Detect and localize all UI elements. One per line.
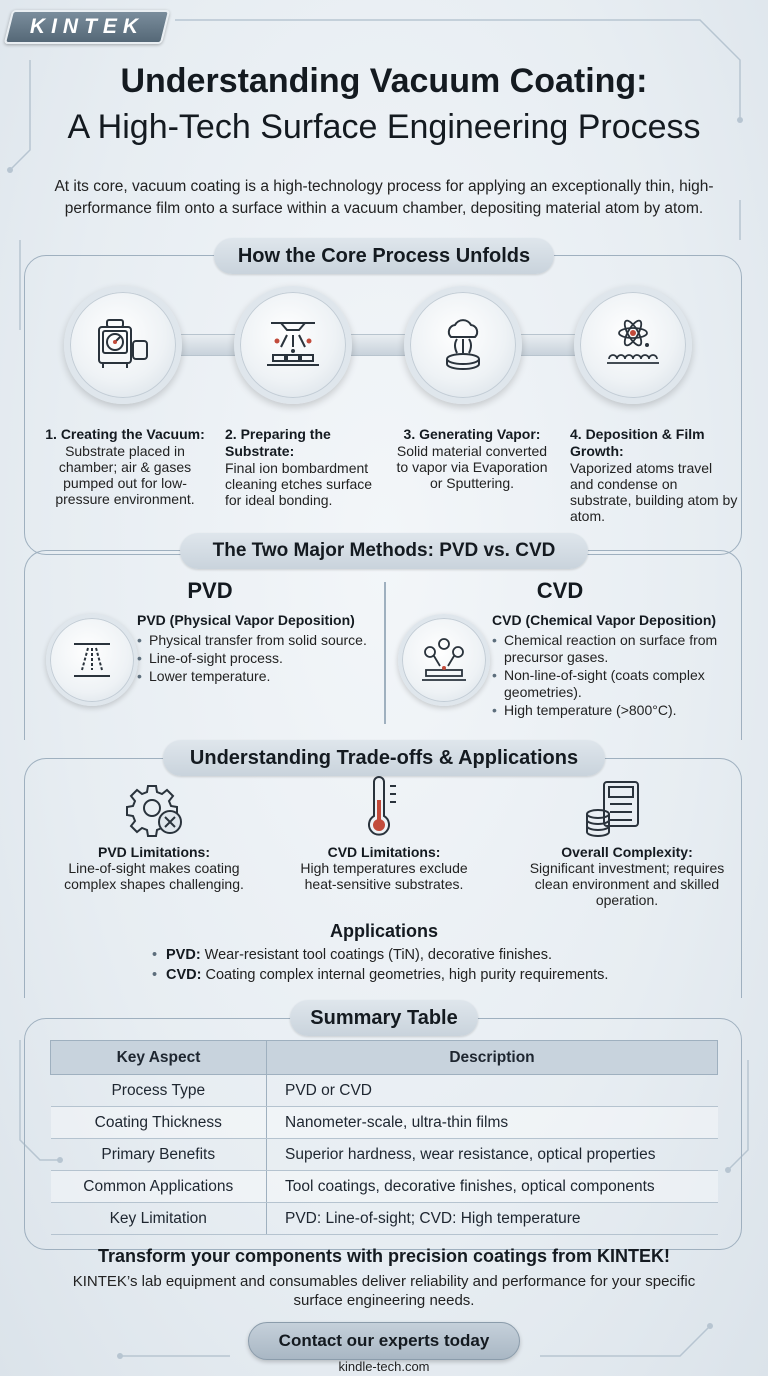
- cvd-limitations-title: CVD Limitations:: [327, 844, 441, 860]
- application-item: [152, 945, 672, 965]
- table-row: [51, 1171, 718, 1203]
- pvd-limitations-desc: Line-of-sight makes coating complex shapes challenging.: [64, 860, 244, 892]
- pvd-point: • Lower temperature.: [137, 668, 377, 685]
- table-cell-aspect: Coating Thickness: [51, 1107, 267, 1139]
- overall-complexity-title: Overall Complexity:: [561, 844, 693, 860]
- summary-table: [50, 1040, 718, 1235]
- step-4-circle: [574, 286, 692, 404]
- cvd-limitations: [288, 844, 480, 892]
- vapor-cloud-icon: [433, 315, 493, 375]
- cost-calculator-icon: [584, 778, 642, 840]
- logo-text: KINTEK: [29, 15, 145, 38]
- table-row: [51, 1075, 718, 1107]
- methods-divider: [384, 582, 386, 724]
- cvd-full-name: CVD (Chemical Vapor Deposition): [492, 612, 717, 628]
- tradeoffs-heading: Understanding Trade-offs & Applications: [163, 740, 605, 776]
- pvd-points: [137, 632, 377, 686]
- step-1-title: 1. Creating the Vacuum:: [45, 426, 205, 442]
- table-row: [51, 1139, 718, 1171]
- step-2-circle: [234, 286, 352, 404]
- summary-heading: Summary Table: [290, 1000, 478, 1036]
- page-title-line-2: A High-Tech Surface Engineering Process: [67, 108, 701, 146]
- cvd-point: • High temperature (>800°C).: [492, 702, 732, 719]
- applications-list: [152, 945, 672, 985]
- table-row: [51, 1107, 718, 1139]
- pvd-point: • Physical transfer from solid source.: [137, 632, 377, 649]
- step-3-text: [392, 426, 552, 491]
- cvd-limitations-desc: High temperatures exclude heat-sensitive substrates.: [300, 860, 468, 892]
- gear-cross-icon: [124, 780, 186, 838]
- step-1-desc: Substrate placed in chamber; air & gases pumped out for low-pressure environment.: [55, 443, 195, 507]
- table-cell-aspect: Key Limitation: [51, 1203, 267, 1235]
- table-cell-description: Tool coatings, decorative finishes, optical components: [267, 1171, 718, 1203]
- pvd-heading: PVD: [187, 578, 233, 603]
- cta-text: KINTEK’s lab equipment and consumables deliver reliability and performance for your specific surface engineering needs.: [72, 1273, 696, 1309]
- page-title-line-1: Understanding Vacuum Coating:: [120, 62, 648, 100]
- cvd-heading: CVD: [536, 578, 584, 603]
- ion-bombardment-icon: [263, 315, 323, 375]
- applications-title: Applications: [329, 921, 438, 941]
- kintek-logo: [4, 10, 170, 44]
- atom-deposition-icon: [603, 315, 663, 375]
- cvd-point: • Chemical reaction on surface from precursor gases.: [492, 632, 732, 666]
- cvd-points: [492, 632, 732, 720]
- methods-heading: The Two Major Methods: PVD vs. CVD: [180, 533, 588, 569]
- step-2-text: [225, 426, 380, 508]
- pvd-point: • Line-of-sight process.: [137, 650, 377, 667]
- table-cell-aspect: Primary Benefits: [51, 1139, 267, 1171]
- cvd-icon-circle: [398, 614, 490, 706]
- gas-reaction-icon: [418, 634, 470, 686]
- step-4-desc: Vaporized atoms travel and condense on substrate, building atom by atom.: [570, 460, 738, 524]
- application-item: [152, 965, 672, 985]
- table-cell-description: Superior hardness, wear resistance, optical properties: [267, 1139, 718, 1171]
- cvd-point: • Non-line-of-sight (coats complex geometries).: [492, 667, 732, 701]
- table-cell-description: PVD: Line-of-sight; CVD: High temperature: [267, 1203, 718, 1235]
- column-header: Key Aspect: [51, 1041, 267, 1075]
- process-heading: How the Core Process Unfolds: [214, 238, 554, 274]
- pvd-full-name: PVD (Physical Vapor Deposition): [137, 612, 355, 628]
- application-label: PVD:: [166, 947, 201, 963]
- table-cell-description: PVD or CVD: [267, 1075, 718, 1107]
- intro-paragraph: At its core, vacuum coating is a high-technology process for applying an exceptionally thin, high-performance film onto a surface within a vacuum chamber, depositing material atom by atom.: [54, 178, 714, 217]
- overall-complexity: [512, 844, 742, 908]
- table-cell-aspect: Process Type: [51, 1075, 267, 1107]
- step-3-circle: [404, 286, 522, 404]
- cta-title: Transform your components with precision coatings from KINTEK!: [97, 1246, 671, 1266]
- step-4-title: 4. Deposition & Film Growth:: [570, 426, 705, 459]
- application-text: Coating complex internal geometries, high purity requirements.: [201, 967, 609, 983]
- step-2-desc: Final ion bombardment cleaning etches surface for ideal bonding.: [225, 460, 373, 508]
- column-header: Description: [267, 1041, 718, 1075]
- pvd-limitations: [44, 844, 264, 892]
- application-label: CVD:: [166, 967, 202, 983]
- website-link[interactable]: kindle-tech.com: [338, 1359, 430, 1374]
- thermometer-icon: [364, 776, 402, 840]
- overall-complexity-desc: Significant investment; requires clean environment and skilled operation.: [529, 860, 725, 908]
- step-1-text: [40, 426, 210, 507]
- pvd-icon-circle: [46, 614, 138, 706]
- step-2-title: 2. Preparing the Substrate:: [225, 426, 331, 459]
- application-text: Wear-resistant tool coatings (TiN), decorative finishes.: [200, 947, 553, 963]
- line-of-sight-icon: [66, 634, 118, 686]
- pvd-limitations-title: PVD Limitations:: [97, 844, 210, 860]
- step-3-desc: Solid material converted to vapor via Evaporation or Sputtering.: [396, 443, 548, 491]
- contact-experts-button[interactable]: Contact our experts today: [248, 1322, 520, 1360]
- table-row: [51, 1203, 718, 1235]
- table-cell-aspect: Common Applications: [51, 1171, 267, 1203]
- table-cell-description: Nanometer-scale, ultra-thin films: [267, 1107, 718, 1139]
- step-3-title: 3. Generating Vapor:: [403, 426, 541, 442]
- vacuum-pump-icon: [93, 315, 153, 375]
- table-header-row: [51, 1041, 718, 1075]
- step-4-text: [570, 426, 738, 524]
- step-1-circle: [64, 286, 182, 404]
